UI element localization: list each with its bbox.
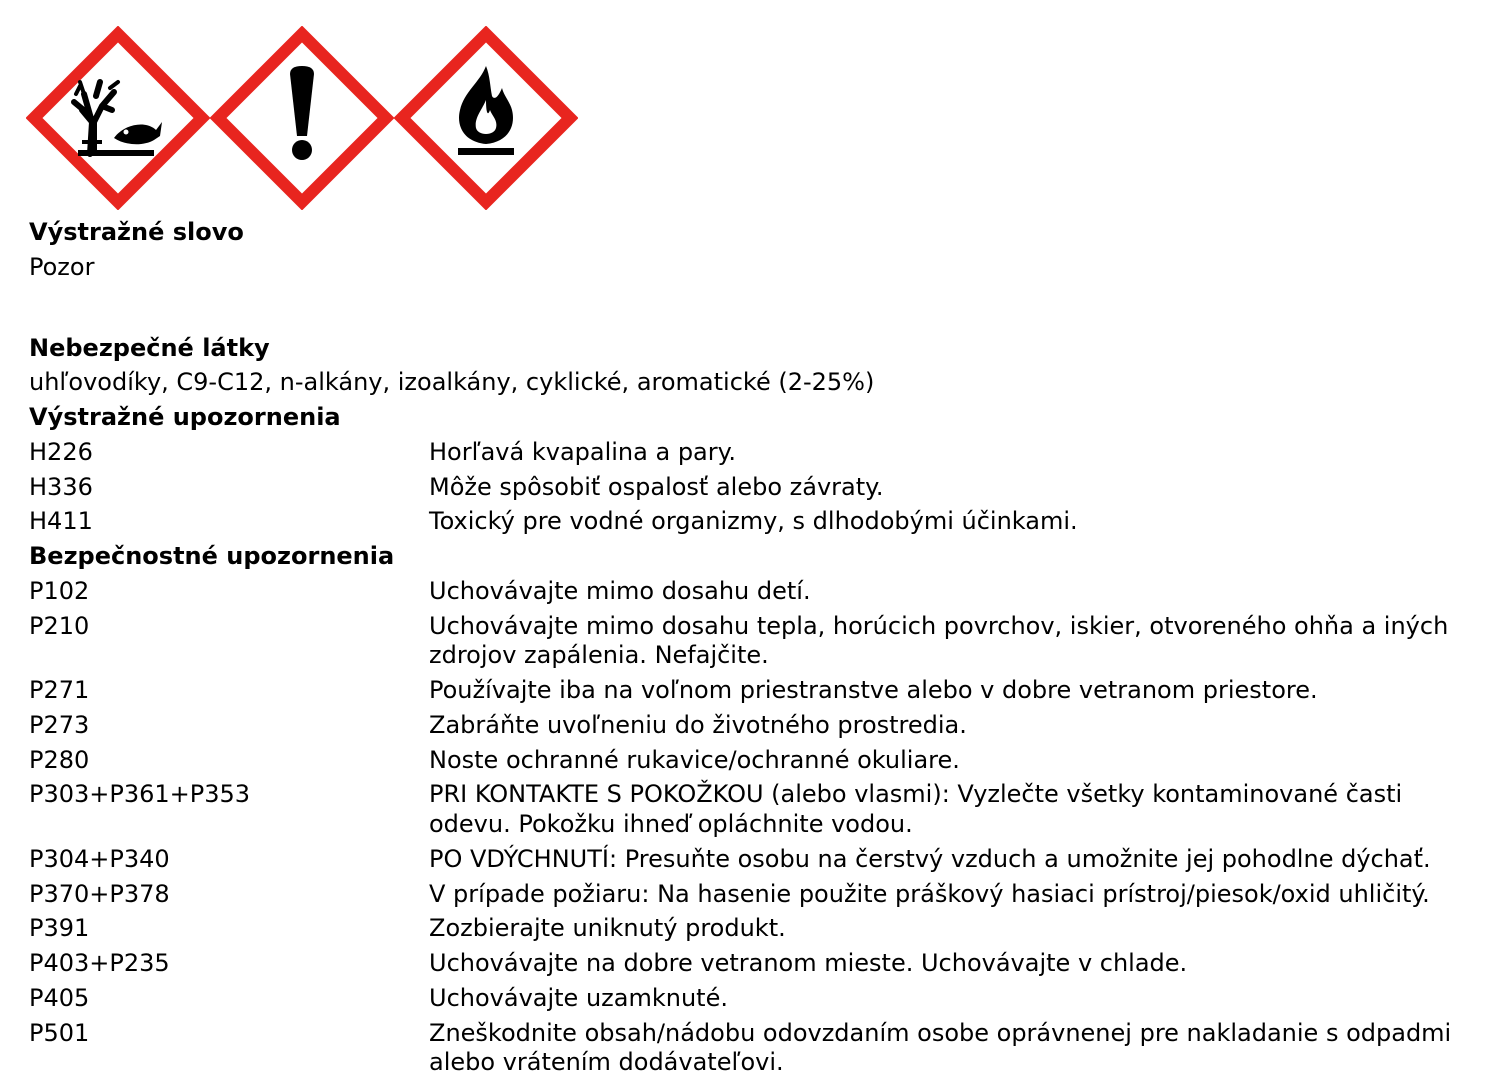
statement-row [29,609,1481,673]
statement-row [29,946,1481,981]
exclamation-mark-icon [210,26,394,210]
hazardous-substances-value: uhľovodíky, C9-C12, n-alkány, izoalkány, cyklické, aromatické (2-25%) [29,368,875,397]
statement-code: H336 [29,472,93,501]
environment-hazard-icon [26,26,210,210]
statement-code: P303+P361+P353 [29,780,251,809]
statement-text: V prípade požiaru: Na hasenie použite práškový hasiaci prístroj/piesok/oxid uhličitý. [429,879,1430,908]
statement-row [29,981,1481,1016]
statement-text: Zabráňte uvoľneniu do životného prostredia. [429,710,967,739]
statement-code: P210 [29,611,90,640]
label-content [29,215,1481,1080]
statement-row [29,470,1481,505]
hazard-statements-heading: Výstražné upozornenia [29,403,341,432]
statement-code: P501 [29,1018,90,1047]
statement-row [29,1016,1481,1080]
statement-row [29,778,1481,842]
statement-text: Uchovávajte uzamknuté. [429,983,728,1012]
statement-code: P403+P235 [29,949,170,978]
statement-text: Toxický pre vodné organizmy, s dlhodobými účinkami. [429,507,1078,536]
statement-row [29,673,1481,708]
statement-code: P304+P340 [29,844,170,873]
statement-text: Noste ochranné rukavice/ochranné okuliare. [429,745,960,774]
hazardous-substances-heading: Nebezpečné látky [29,333,270,362]
statement-text: PRI KONTAKTE S POKOŽKOU (alebo vlasmi): Vyzlečte všetky kontaminované časti odevu. Pokožku ihneď opláchnite vodou. [429,780,1403,838]
statement-code: P405 [29,983,90,1012]
precautionary-statements-list [29,574,1481,1080]
statement-text: Môže spôsobiť ospalosť alebo závraty. [429,472,884,501]
statement-text: Zozbierajte uniknutý produkt. [429,914,786,943]
statement-row [29,877,1481,912]
statement-code: P102 [29,576,90,605]
statement-text: Zneškodnite obsah/nádobu odovzdaním osobe oprávnenej pre nakladanie s odpadmi alebo vrátením dodávateľovi. [429,1018,1452,1077]
statement-row [29,574,1481,609]
signal-word-value: Pozor [29,252,95,281]
statement-row [29,435,1481,470]
statement-code: H226 [29,437,93,466]
statement-row [29,912,1481,947]
statement-code: P391 [29,914,90,943]
statement-text: Uchovávajte mimo dosahu tepla, horúcich povrchov, iskier, otvoreného ohňa a iných zdrojov zapálenia. Nefajčite. [429,611,1449,670]
statement-text: Používajte iba na voľnom priestranstve alebo v dobre vetranom priestore. [429,676,1318,705]
signal-word-heading: Výstražné slovo [29,218,244,246]
statement-code: P370+P378 [29,879,170,908]
statement-text: Uchovávajte na dobre vetranom mieste. Uchovávajte v chlade. [429,949,1188,978]
statement-row [29,743,1481,778]
precautionary-statements-heading: Bezpečnostné upozornenia [29,542,395,571]
statement-code: P280 [29,745,90,774]
statement-code: H411 [29,507,93,536]
hazard-statements-list [29,435,1481,539]
statement-code: P271 [29,676,90,705]
statement-row [29,842,1481,877]
statement-text: Uchovávajte mimo dosahu detí. [429,576,811,605]
statement-row [29,505,1481,540]
statement-text: PO VDÝCHNUTÍ: Presuňte osobu na čerstvý vzduch a umožnite jej pohodlne dýchať. [429,844,1431,873]
statement-code: P273 [29,710,90,739]
flame-icon [394,26,578,210]
statement-row [29,708,1481,743]
statement-text: Horľavá kvapalina a pary. [429,437,737,466]
